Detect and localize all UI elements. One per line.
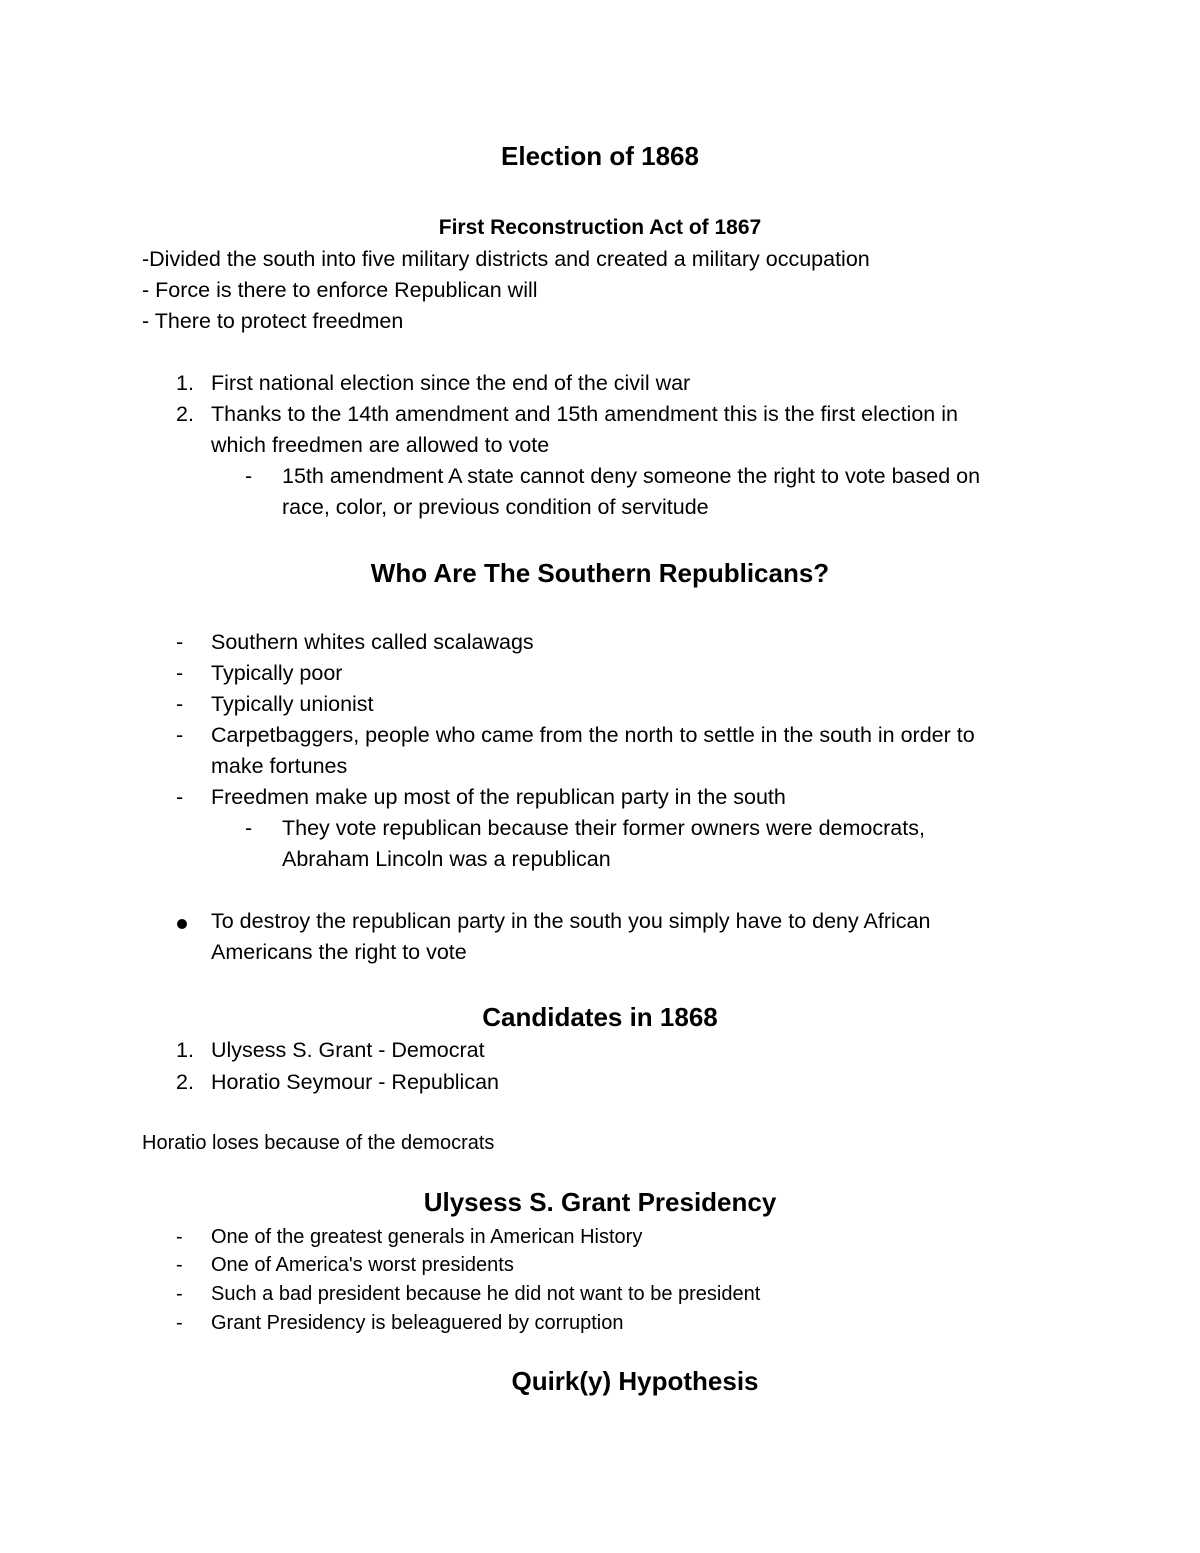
section-heading-quirky-hypothesis: Quirk(y) Hypothesis: [511, 1366, 759, 1396]
sub-list-item-continuation: Abraham Lincoln was a republican: [282, 847, 611, 871]
list-dash: -: [176, 1254, 183, 1276]
bullet-item-continuation: Americans the right to vote: [211, 940, 467, 964]
list-dash: -: [176, 723, 184, 747]
list-item: One of the greatest generals in American History: [211, 1226, 643, 1248]
list-dash: -: [176, 630, 184, 654]
sub-list-dash: -: [245, 464, 253, 488]
section-heading-candidates: Candidates in 1868: [482, 1002, 718, 1032]
sub-list-item: They vote republican because their former owners were democrats,: [282, 816, 925, 840]
section-heading-southern-republicans: Who Are The Southern Republicans?: [370, 558, 830, 588]
list-item: First national election since the end of the civil war: [211, 371, 691, 395]
page-title: Election of 1868: [501, 141, 699, 171]
text-line: -Divided the south into five military districts and created a military occupation: [142, 247, 870, 271]
list-item: Freedmen make up most of the republican party in the south: [211, 785, 786, 809]
section-heading-reconstruction-act: First Reconstruction Act of 1867: [438, 216, 762, 239]
list-dash: -: [176, 1312, 183, 1334]
list-item: Carpetbaggers, people who came from the north to settle in the south in order to: [211, 723, 975, 747]
list-item: One of America's worst presidents: [211, 1254, 514, 1276]
list-item: Such a bad president because he did not want to be president: [211, 1283, 761, 1305]
note-text: Horatio loses because of the democrats: [142, 1132, 495, 1154]
bullet-item: To destroy the republican party in the south you simply have to deny African: [211, 909, 931, 933]
list-item-continuation: make fortunes: [211, 754, 348, 778]
list-item: Ulysess S. Grant - Democrat: [211, 1038, 485, 1062]
list-item: Horatio Seymour - Republican: [211, 1070, 499, 1094]
sub-list-item-continuation: race, color, or previous condition of servitude: [282, 495, 709, 519]
sub-list-dash: -: [245, 816, 253, 840]
list-number: 1.: [176, 1038, 194, 1062]
text-line: - Force is there to enforce Republican will: [142, 278, 538, 302]
section-heading-grant-presidency: Ulysess S. Grant Presidency: [423, 1187, 777, 1217]
list-dash: -: [176, 785, 184, 809]
list-number: 2.: [176, 1070, 194, 1094]
list-item: Thanks to the 14th amendment and 15th amendment this is the first election in: [211, 402, 958, 426]
list-number: 2.: [176, 402, 194, 426]
text-line: - There to protect freedmen: [142, 309, 404, 333]
sub-list-item: 15th amendment A state cannot deny someone the right to vote based on: [282, 464, 981, 488]
list-dash: -: [176, 1283, 183, 1305]
list-item: Grant Presidency is beleaguered by corruption: [211, 1312, 624, 1334]
bullet-dot-icon: [177, 919, 187, 929]
list-number: 1.: [176, 371, 194, 395]
list-item-continuation: which freedmen are allowed to vote: [211, 433, 550, 457]
list-item: Southern whites called scalawags: [211, 630, 534, 654]
list-dash: -: [176, 692, 184, 716]
list-item: Typically poor: [211, 661, 343, 685]
list-item: Typically unionist: [211, 692, 374, 716]
list-dash: -: [176, 1226, 183, 1248]
list-dash: -: [176, 661, 184, 685]
